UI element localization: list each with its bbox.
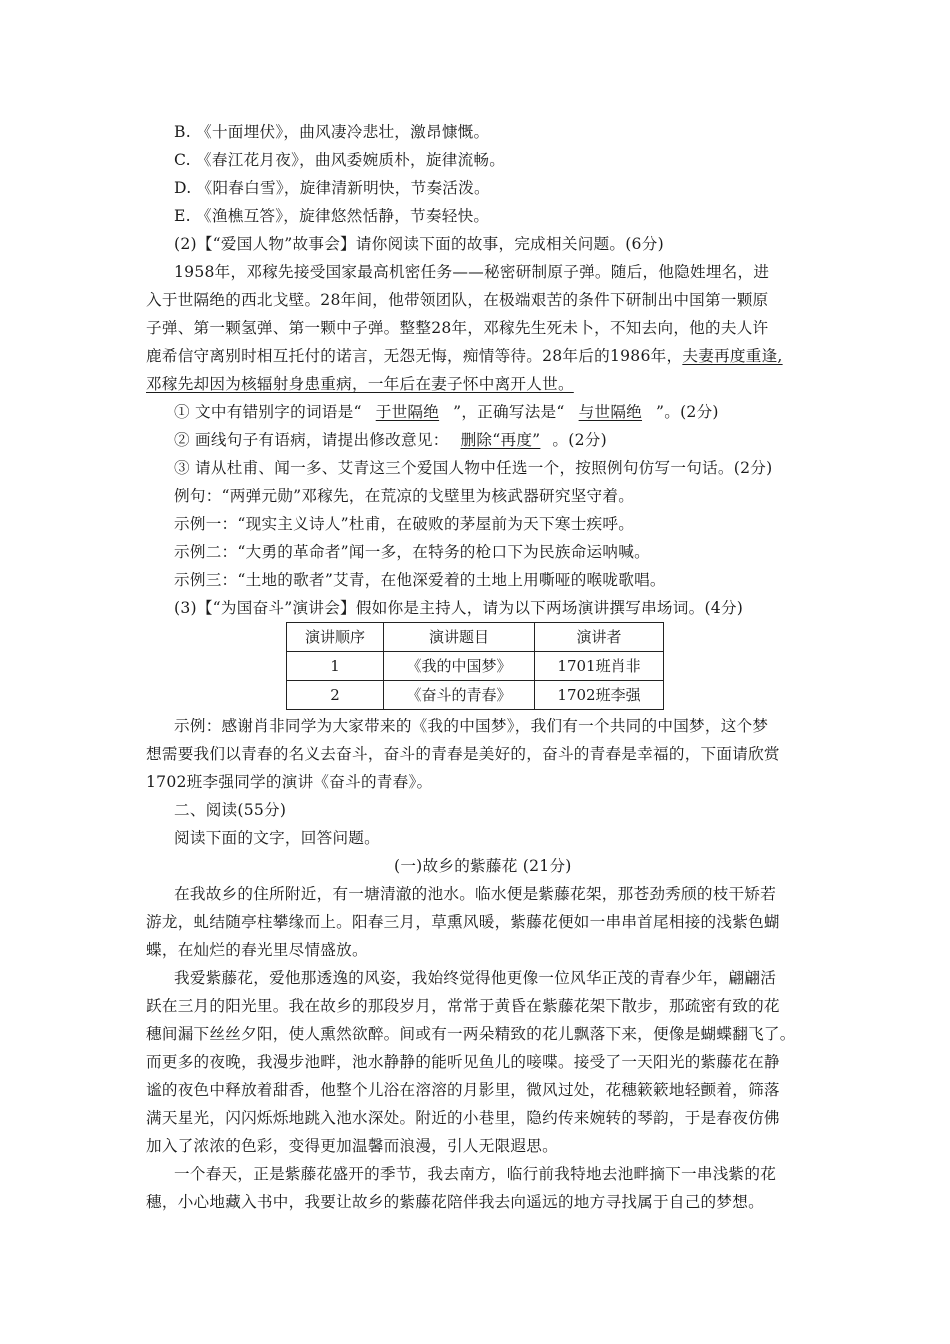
passage-p2-line-6: 满天星光，闪闪烁烁地跳入池水深处。附近的小巷里，隐约传来婉转的琴韵，于是春夜仿佛 <box>146 1109 780 1127</box>
answer-revision: 删除“再度” <box>460 431 541 449</box>
sub1-middle: ”，正确写法是“ <box>453 403 565 421</box>
passage-p2-line-2: 跃在三月的阳光里。我在故乡的那段岁月，常常于黄昏在紫藤花架下散步，那疏密有致的花 <box>146 997 780 1015</box>
sample-answer-2: 示例二：“大勇的革命者”闻一多，在特务的枪口下为民族命运呐喊。 <box>174 543 650 561</box>
table-cell: 《我的中国梦》 <box>384 652 535 681</box>
answer-wrong-word: 于世隔绝 <box>375 403 440 421</box>
q3-answer-line-3: 1702班李强同学的演讲《奋斗的青春》。 <box>146 773 433 791</box>
sub-question-2 <box>174 430 607 450</box>
passage-p2-line-1: 我爱紫藤花，爱他那透逸的风姿，我始终觉得他更像一位风华正茂的青春少年，翩翩活 <box>174 969 777 987</box>
passage-title: (一)故乡的紫藤花 (21分) <box>394 857 572 875</box>
q2-header: (2)【“爱国人物”故事会】请你阅读下面的故事，完成相关问题。(6分) <box>174 235 664 253</box>
sample-answer-1: 示例一：“现实主义诗人”杜甫，在破败的茅屋前为天下寒士疾呼。 <box>174 515 635 533</box>
sub-question-1 <box>174 402 719 422</box>
sub2-prefix: ② 画线句子有语病，请提出修改意见： <box>174 431 449 449</box>
story-line-4-text: 鹿希信守离别时相互托付的诺言，无怨无悔，痴情等待。28年后的1986年， <box>146 347 683 365</box>
table-header-row <box>287 623 664 652</box>
passage-p3-line-1: 一个春天，正是紫藤花盛开的季节，我去南方，临行前我特地去池畔摘下一串浅紫的花 <box>174 1165 777 1183</box>
passage-p1-line-3: 蝶，在灿烂的春光里尽情盛放。 <box>146 941 368 959</box>
example-sentence: 例句：“两弹元勋”邓稼先，在荒凉的戈壁里为核武器研究坚守着。 <box>174 487 635 505</box>
q3-answer-line-1: 示例：感谢肖非同学为大家带来的《我的中国梦》，我们有一个共同的中国梦，这个梦 <box>174 717 769 735</box>
sub2-suffix: 。(2分) <box>552 431 607 449</box>
table-row <box>287 681 664 710</box>
option-d: D. 《阳春白雪》，旋律清新明快，节奏活泼。 <box>174 179 490 197</box>
table-cell: 2 <box>287 681 384 710</box>
speech-table <box>286 622 664 710</box>
table-row <box>287 652 664 681</box>
table-header-cell: 演讲题目 <box>384 623 535 652</box>
story-line-3: 子弹、第一颗氢弹、第一颗中子弹。整整28年，邓稼先生死未卜，不知去向，他的夫人许 <box>146 319 769 337</box>
sub1-prefix: ① 文中有错别字的词语是“ <box>174 403 362 421</box>
section-instruction: 阅读下面的文字，回答问题。 <box>174 829 380 847</box>
underlined-sentence-part-1: 夫妻再度重逢, <box>682 347 783 365</box>
passage-p1-line-1: 在我故乡的住所附近，有一塘清澈的池水。临水便是紫藤花架，那苍劲秀颀的枝干矫若 <box>174 885 777 903</box>
sample-answer-3: 示例三：“土地的歌者”艾青，在他深爱着的土地上用嘶哑的喉咙歌唱。 <box>174 571 666 589</box>
option-b: B. 《十面埋伏》，曲风凄冷悲壮，激昂慷慨。 <box>174 123 490 141</box>
story-line-2: 入于世隔绝的西北戈壁。28年间，他带领团队，在极端艰苦的条件下研制出中国第一颗原 <box>146 291 769 309</box>
passage-p2-line-4: 而更多的夜晚，我漫步池畔，池水静静的能听见鱼儿的唼喋。接受了一天阳光的紫藤花在静 <box>146 1053 780 1071</box>
sub-question-3: ③ 请从杜甫、闻一多、艾青这三个爱国人物中任选一个，按照例句仿写一句话。(2分) <box>174 459 773 477</box>
q3-answer-line-2: 想需要我们以青春的名义去奋斗，奋斗的青春是美好的，奋斗的青春是幸福的，下面请欣赏 <box>146 745 780 763</box>
table-cell: 1 <box>287 652 384 681</box>
table-cell: 1702班李强 <box>535 681 664 710</box>
table-cell: 1701班肖非 <box>535 652 664 681</box>
sub1-suffix: ”。(2分) <box>656 403 719 421</box>
option-e: E. 《渔樵互答》，旋律悠然恬静，节奏轻快。 <box>174 207 490 225</box>
q3-header: (3)【“为国奋斗”演讲会】假如你是主持人，请为以下两场演讲撰写串场词。(4分) <box>174 599 744 617</box>
table-header-cell: 演讲者 <box>535 623 664 652</box>
passage-p2-line-3: 穗间漏下丝丝夕阳，使人熏然欲醉。间或有一两朵精致的花儿飘落下来，便像是蝴蝶翻飞了。 <box>146 1025 796 1043</box>
table-header-cell: 演讲顺序 <box>287 623 384 652</box>
passage-p2-line-7: 加入了浓浓的色彩，变得更加温馨而浪漫，引人无限遐思。 <box>146 1137 558 1155</box>
section-heading: 二、阅读(55分) <box>174 801 287 819</box>
table-cell: 《奋斗的青春》 <box>384 681 535 710</box>
passage-p1-line-2: 游龙，虬结随亭柱攀缘而上。阳春三月，草熏风暖，紫藤花便如一串串首尾相接的浅紫色蝴 <box>146 913 780 931</box>
story-line-4 <box>146 346 783 366</box>
passage-p3-line-2: 穗，小心地藏入书中，我要让故乡的紫藤花陪伴我去向遥远的地方寻找属于自己的梦想。 <box>146 1193 764 1211</box>
story-line-1: 1958年，邓稼先接受国家最高机密任务——秘密研制原子弹。随后，他隐姓埋名，进 <box>174 263 770 281</box>
option-c: C. 《春江花月夜》，曲风委婉质朴，旋律流畅。 <box>174 151 506 169</box>
passage-p2-line-5: 谧的夜色中释放着甜香，他整个儿浴在溶溶的月影里，微风过处，花穗簌簌地轻颤着，筛落 <box>146 1081 780 1099</box>
underlined-sentence-part-2: 邓稼先却因为核辐射身患重病，一年后在妻子怀中离开人世。 <box>146 375 574 393</box>
answer-correct-word: 与世隔绝 <box>578 403 643 421</box>
